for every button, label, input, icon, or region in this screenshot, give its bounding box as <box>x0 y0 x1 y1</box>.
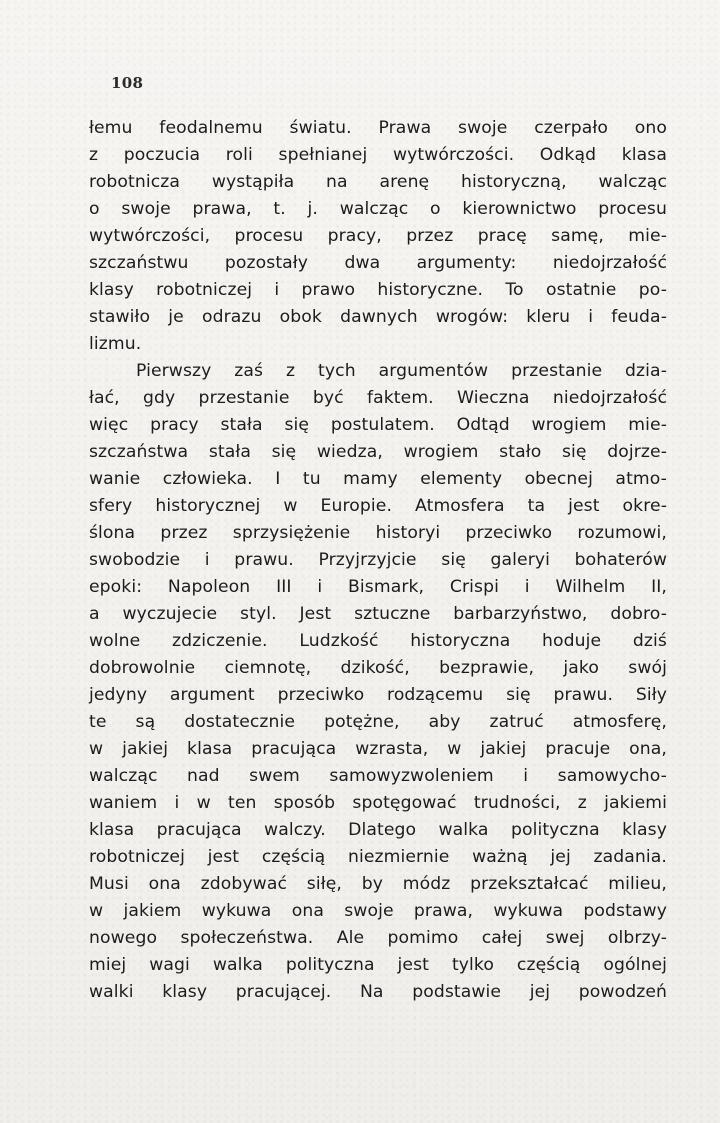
paragraph <box>89 358 667 1006</box>
text-line: więc pracy stała się postulatem. Odtąd wrogiem mie- <box>89 415 667 435</box>
text-line: klasa pracująca walczy. Dlatego walka polityczna klasy <box>89 820 667 840</box>
text-line: wytwórczości, procesu pracy, przez pracę samę, mie- <box>89 226 667 246</box>
text-line: stawiło je odrazu obok dawnych wrogów: kleru i feuda- <box>89 307 667 327</box>
text-line: wolne zdziczenie. Ludzkość historyczna hoduje dziś <box>89 631 667 651</box>
text-line: sfery historycznej w Europie. Atmosfera ta jest okre- <box>89 496 667 516</box>
text-line: jedyny argument przeciwko rodzącemu się prawu. Siły <box>89 685 667 705</box>
text-line: miej wagi walka polityczna jest tylko częścią ogólnej <box>89 955 667 975</box>
text-line: w jakiej klasa pracująca wzrasta, w jakiej pracuje ona, <box>89 739 667 759</box>
text-line: z poczucia roli spełnianej wytwórczości. Odkąd klasa <box>89 145 667 165</box>
text-line: lizmu. <box>89 334 142 354</box>
text-line: robotniczej jest częścią niezmiernie ważną jej zadania. <box>89 847 667 867</box>
text-line: epoki: Napoleon III i Bismark, Crispi i Wilhelm II, <box>89 577 667 597</box>
text-line: waniem i w ten sposób spotęgować trudności, z jakiemi <box>89 793 667 813</box>
text-line: robotnicza wystąpiła na arenę historyczną, walcząc <box>89 172 667 192</box>
text-line: walcząc nad swem samowyzwoleniem i samowycho- <box>89 766 667 786</box>
text-line: o swoje prawa, t. j. walcząc o kierownictwo procesu <box>89 199 667 219</box>
text-line: w jakiem wykuwa ona swoje prawa, wykuwa podstawy <box>89 901 667 921</box>
text-line: walki klasy pracującej. Na podstawie jej powodzeń <box>89 982 667 1002</box>
text-line: te są dostatecznie potężne, aby zatruć atmosferę, <box>89 712 667 732</box>
text-line: a wyczujecie styl. Jest sztuczne barbarzyństwo, dobro- <box>89 604 667 624</box>
text-line: swobodzie i prawu. Przyjrzyjcie się galeryi bohaterów <box>89 550 667 570</box>
text-line: Pierwszy zaś z tych argumentów przestanie dzia- <box>136 361 667 381</box>
text-line: łać, gdy przestanie być faktem. Wieczna niedojrzałość <box>89 388 667 408</box>
page-number: 108 <box>111 74 144 92</box>
text-line: nowego społeczeństwa. Ale pomimo całej swej olbrzy- <box>89 928 667 948</box>
text-line: dobrowolnie ciemnotę, dzikość, bezprawie, jako swój <box>89 658 667 678</box>
text-line: ślona przez sprzysiężenie historyi przeciwko rozumowi, <box>89 523 667 543</box>
paragraph <box>89 115 667 358</box>
text-line: klasy robotniczej i prawo historyczne. To ostatnie po- <box>89 280 667 300</box>
text-line: szczaństwu pozostały dwa argumenty: niedojrzałość <box>89 253 667 273</box>
text-line: Musi ona zdobywać siłę, by módz przekształcać milieu, <box>89 874 667 894</box>
text-line: wanie człowieka. I tu mamy elementy obecnej atmo- <box>89 469 667 489</box>
text-line: szczaństwa stała się wiedza, wrogiem stało się dojrze- <box>89 442 667 462</box>
body-text <box>89 115 667 1006</box>
text-line: łemu feodalnemu światu. Prawa swoje czerpało ono <box>89 118 667 138</box>
